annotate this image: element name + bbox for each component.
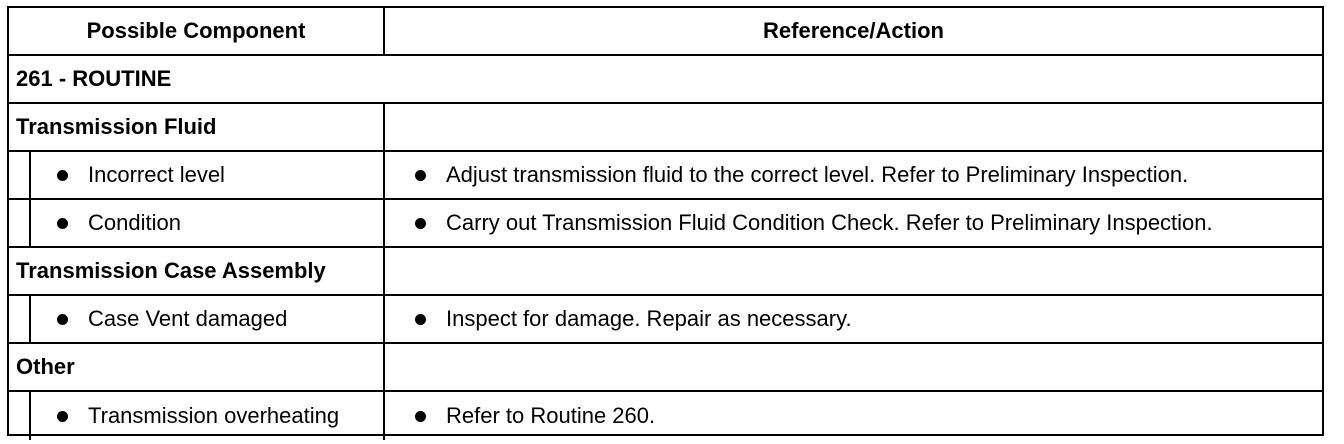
section-row xyxy=(9,56,1322,104)
action-text: Carry out Transmission Fluid Condition Check. Refer to Preliminary Inspection. xyxy=(446,210,1213,235)
table-row xyxy=(9,200,1322,248)
group-row xyxy=(9,344,1322,392)
table-row xyxy=(9,392,1322,440)
header-possible-component: Possible Component xyxy=(9,8,385,54)
action-cell xyxy=(385,152,1322,198)
table-header-row xyxy=(9,8,1322,56)
bullet-icon xyxy=(57,411,68,422)
group-action-empty xyxy=(385,248,1322,294)
bullet-icon xyxy=(57,170,68,181)
group-title: Other xyxy=(9,344,385,390)
action-text: Refer to Routine 260. xyxy=(446,403,656,428)
bullet-icon xyxy=(57,314,68,325)
action-cell xyxy=(385,392,1322,440)
group-action-empty xyxy=(385,104,1322,150)
component-text: Case Vent damaged xyxy=(88,306,288,331)
bullet-icon xyxy=(57,218,68,229)
action-text: Inspect for damage. Repair as necessary. xyxy=(446,306,852,331)
bullet-icon xyxy=(415,314,426,325)
table-row xyxy=(9,296,1322,344)
section-title: 261 - ROUTINE xyxy=(16,66,172,91)
component-text: Condition xyxy=(88,210,181,235)
group-title: Transmission Fluid xyxy=(9,104,385,150)
component-cell xyxy=(9,296,385,342)
action-cell xyxy=(385,200,1322,246)
group-row xyxy=(9,248,1322,296)
diagnostic-table xyxy=(7,6,1324,436)
component-cell xyxy=(9,152,385,198)
component-cell xyxy=(9,200,385,246)
action-text: Adjust transmission fluid to the correct level. Refer to Preliminary Inspection. xyxy=(446,162,1189,187)
bullet-icon xyxy=(415,170,426,181)
group-title: Transmission Case Assembly xyxy=(9,248,385,294)
component-text: Incorrect level xyxy=(88,162,225,187)
table-row xyxy=(9,152,1322,200)
component-cell xyxy=(9,392,385,440)
component-text: Transmission overheating xyxy=(88,403,340,428)
bullet-icon xyxy=(415,218,426,229)
action-cell xyxy=(385,296,1322,342)
bullet-icon xyxy=(415,411,426,422)
header-reference-action: Reference/Action xyxy=(763,18,944,43)
group-action-empty xyxy=(385,344,1322,390)
group-row xyxy=(9,104,1322,152)
